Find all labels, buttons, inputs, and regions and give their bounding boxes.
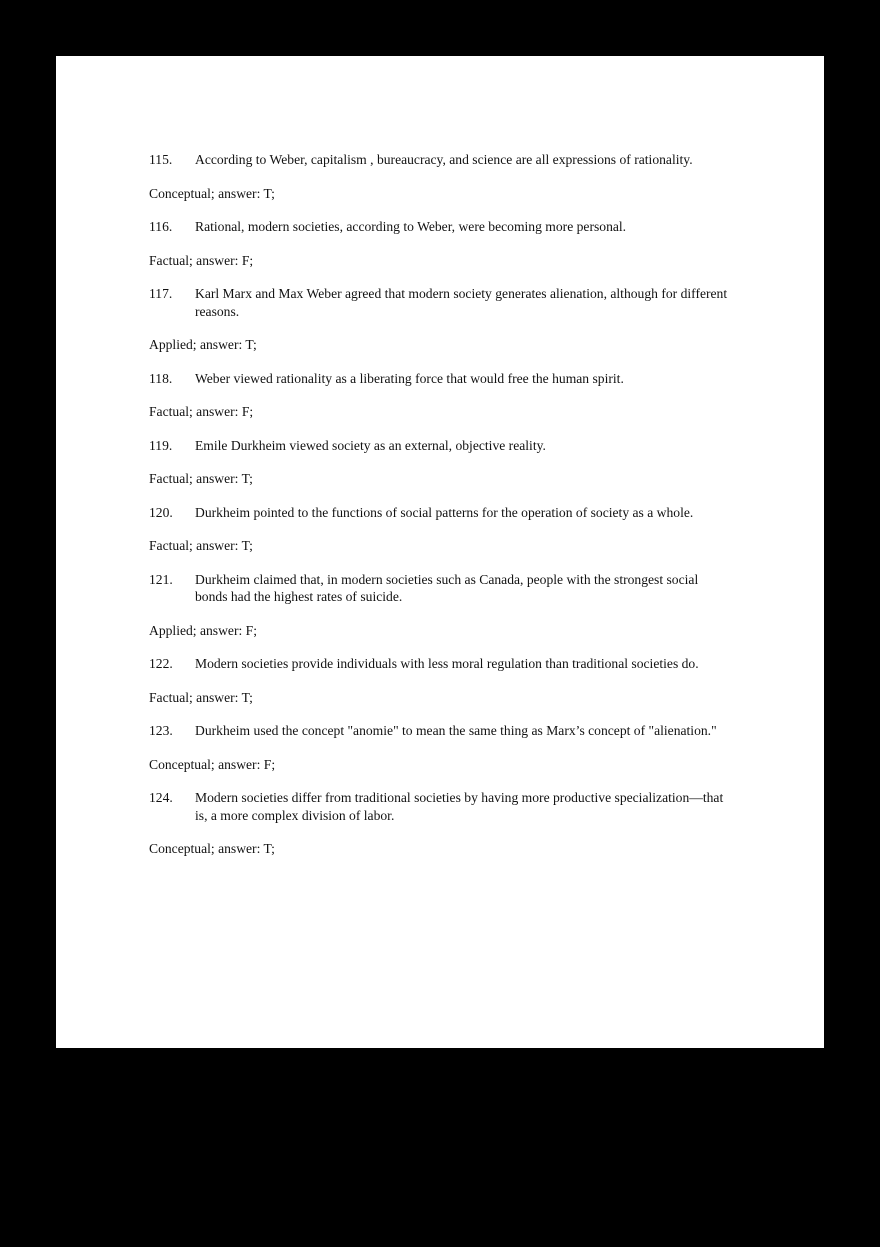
question-text: Durkheim claimed that, in modern societies such as Canada, people with the strongest social bonds had the highest rates of suicide.: [195, 571, 699, 604]
question-item: [149, 789, 734, 858]
question-line: [149, 218, 734, 236]
document-page: [56, 56, 824, 1048]
question-text: Durkheim pointed to the functions of social patterns for the operation of society as a whole.: [195, 504, 694, 520]
question-answer-line: Factual; answer: F;: [149, 252, 254, 268]
question-line: [149, 151, 734, 169]
question-text: Karl Marx and Max Weber agreed that modern society generates alienation, although for different reasons.: [195, 286, 728, 319]
question-answer-line: Applied; answer: F;: [149, 622, 257, 638]
question-item: [149, 218, 734, 269]
question-answer-line: Factual; answer: T;: [149, 538, 253, 553]
question-number: 123.: [149, 723, 173, 738]
question-text: Durkheim used the concept "anomie" to mean the same thing as Marx’s concept of "alienation.": [195, 723, 717, 738]
question-line: [149, 655, 734, 673]
question-answer-line: Factual; answer: T;: [149, 689, 253, 705]
question-text: Rational, modern societies, according to Weber, were becoming more personal.: [195, 219, 627, 234]
question-answer-line: Applied; answer: T;: [149, 337, 257, 352]
question-answer-line: Factual; answer: T;: [149, 471, 253, 486]
question-answer-line: Conceptual; answer: F;: [149, 756, 276, 772]
question-number: 120.: [149, 504, 173, 520]
question-number: 115.: [149, 152, 173, 167]
question-text: Weber viewed rationality as a liberating force that would free the human spirit.: [195, 370, 624, 386]
question-line: [149, 504, 734, 522]
question-text: Modern societies provide individuals with less moral regulation than traditional societies do.: [195, 656, 699, 671]
question-item: [149, 655, 734, 706]
question-number: 119.: [149, 437, 173, 453]
question-number: 122.: [149, 656, 173, 671]
question-text: According to Weber, capitalism , bureaucracy, and science are all expressions of rationality.: [195, 152, 693, 167]
document-page-content: [149, 151, 734, 858]
question-answer-line: Conceptual; answer: T;: [149, 841, 275, 856]
question-item: [149, 151, 734, 202]
question-answer-line: Conceptual; answer: T;: [149, 185, 275, 201]
question-item: [149, 722, 734, 773]
question-answer-line: Factual; answer: F;: [149, 404, 254, 419]
question-item: [149, 370, 734, 421]
question-line: [149, 437, 734, 455]
question-line: [149, 370, 734, 388]
question-item: [149, 504, 734, 555]
question-line: [149, 571, 734, 606]
question-item: [149, 571, 734, 640]
question-line: [149, 285, 734, 320]
question-number: 116.: [149, 219, 173, 234]
question-item: [149, 285, 734, 354]
question-text: Modern societies differ from traditional societies by having more productive specialization—that is, a more complex division of labor.: [195, 790, 724, 823]
question-number: 121.: [149, 571, 173, 587]
question-number: 124.: [149, 790, 173, 805]
question-line: [149, 789, 734, 824]
question-item: [149, 437, 734, 488]
question-line: [149, 722, 734, 740]
question-text: Emile Durkheim viewed society as an external, objective reality.: [195, 437, 546, 453]
question-number: 117.: [149, 286, 173, 301]
question-number: 118.: [149, 370, 173, 386]
